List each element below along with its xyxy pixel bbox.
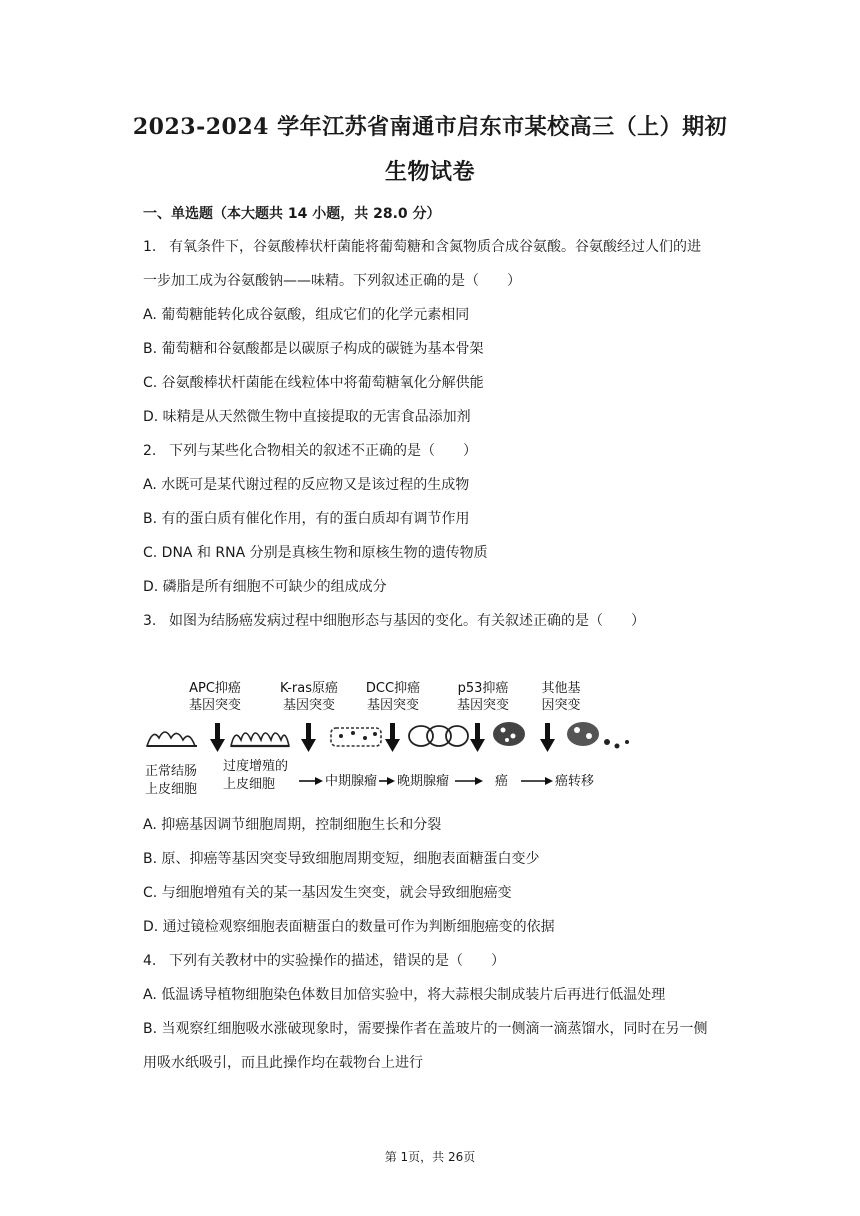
right-arrow-2 [379, 777, 395, 785]
mid-adenoma-illustration [331, 728, 381, 746]
down-arrow-3 [385, 723, 400, 752]
stage-normal-line-1: 正常结肠 [145, 764, 198, 779]
mutation-3-line-1: DCC抑癌 [365, 681, 421, 696]
question-2-option-d: D. 磷脂是所有细胞不可缺少的组成成分 [143, 579, 387, 595]
question-3-number: 3. [143, 613, 157, 629]
mutation-4-line-1: p53抑癌 [457, 681, 509, 696]
question-1-option-a: A. 葡萄糖能转化成谷氨酸，组成它们的化学元素相同 [143, 307, 470, 323]
normal-epithelium-illustration [147, 732, 197, 746]
question-1-stem-text: 有氧条件下，谷氨酸棒状杆菌能将葡萄糖和含氮物质合成谷氨酸。谷氨酸经过人们的进 [169, 239, 701, 255]
colon-cancer-figure [143, 672, 643, 800]
question-2-option-c: C. DNA 和 RNA 分别是真核生物和原核生物的遗传物质 [143, 545, 488, 561]
mutation-1-line-2: 基因突变 [188, 698, 242, 713]
stage-normal-line-2: 上皮细胞 [145, 782, 198, 797]
question-3-stem-text: 如图为结肠癌发病过程中细胞形态与基因的变化。有关叙述正确的是（ ） [169, 613, 645, 629]
title-line-2: 生物试卷 [384, 159, 475, 185]
question-1-option-d: D. 味精是从天然微生物中直接提取的无害食品添加剂 [143, 409, 471, 425]
stage-cancer: 癌 [495, 774, 509, 789]
late-adenoma-illustration [409, 726, 468, 746]
mutation-5-line-2: 因突变 [541, 698, 581, 713]
question-4-option-b: B. 当观察红细胞吸水涨破现象时，需要操作者在盖玻片的一侧滴一滴蒸馏水，同时在另一侧 [143, 1021, 708, 1037]
down-arrow-5 [540, 723, 555, 752]
question-1-stem-line-1 [143, 236, 763, 256]
question-2-option-b: B. 有的蛋白质有催化作用，有的蛋白质却有调节作用 [143, 511, 470, 527]
down-arrow-2 [301, 723, 316, 752]
question-3-option-a: A. 抑癌基因调节细胞周期，控制细胞生长和分裂 [143, 817, 442, 833]
mutation-2-line-1: K-ras原癌 [280, 681, 338, 696]
question-4-option-a: A. 低温诱导植物细胞染色体数目加倍实验中，将大蒜根尖制成装片后再进行低温处理 [143, 987, 666, 1003]
stage-late-adenoma: 晚期腺瘤 [397, 774, 450, 789]
down-arrow-1 [210, 723, 225, 752]
cancer-cells-illustration [493, 722, 525, 746]
stage-metastasis: 癌转移 [555, 774, 595, 789]
question-3-option-c: C. 与细胞增殖有关的某一基因发生突变，就会导致细胞癌变 [143, 885, 512, 901]
mutation-2-line-2: 基因突变 [282, 698, 336, 713]
question-4-number: 4. [143, 953, 157, 969]
question-2-option-a: A. 水既可是某代谢过程的反应物又是该过程的生成物 [143, 477, 470, 493]
question-2-stem [143, 440, 763, 460]
metastasis-cells-illustration [567, 722, 629, 749]
down-arrow-4 [470, 723, 485, 752]
section-header: 一、单选题（本大题共 14 小题，共 28.0 分） [143, 206, 441, 222]
right-arrow-3 [455, 777, 483, 785]
right-arrow-4 [521, 777, 553, 785]
mutation-4-line-2: 基因突变 [456, 698, 510, 713]
page-footer: 第 1页，共 26页 [384, 1150, 476, 1164]
question-4-stem [143, 950, 763, 970]
question-1-stem-line-2: 一步加工成为谷氨酸钠——味精。下列叙述正确的是（ ） [143, 273, 521, 289]
question-3-option-d: D. 通过镜检观察细胞表面糖蛋白的数量可作为判断细胞癌变的依据 [143, 919, 555, 935]
stage-mid-adenoma: 中期腺瘤 [325, 774, 378, 789]
question-2-number: 2. [143, 443, 157, 459]
question-3-stem [143, 610, 763, 630]
mutation-5-line-1: 其他基 [541, 681, 581, 696]
stage-hyper-line-2: 上皮细胞 [223, 777, 276, 792]
question-4-option-b-line-2: 用吸水纸吸引，而且此操作均在载物台上进行 [143, 1055, 423, 1071]
question-2-stem-text: 下列与某些化合物相关的叙述不正确的是（ ） [169, 443, 477, 459]
right-arrow-1 [299, 777, 323, 785]
question-1-option-b: B. 葡萄糖和谷氨酸都是以碳原子构成的碳链为基本骨架 [143, 341, 484, 357]
stage-hyper-line-1: 过度增殖的 [223, 759, 289, 774]
title-line-1: 2023-2024 学年江苏省南通市启东市某校高三（上）期初 [132, 114, 728, 140]
question-4-stem-text: 下列有关教材中的实验操作的描述，错误的是（ ） [169, 953, 505, 969]
question-1-option-c: C. 谷氨酸棒状杆菌能在线粒体中将葡萄糖氧化分解供能 [143, 375, 484, 391]
hyperproliferative-epithelium-illustration [231, 733, 289, 746]
mutation-3-line-2: 基因突变 [366, 698, 420, 713]
question-3-option-b: B. 原、抑癌等基因突变导致细胞周期变短，细胞表面糖蛋白变少 [143, 851, 540, 867]
mutation-1-line-1: APC抑癌 [189, 681, 241, 696]
question-1-number: 1. [143, 239, 157, 255]
